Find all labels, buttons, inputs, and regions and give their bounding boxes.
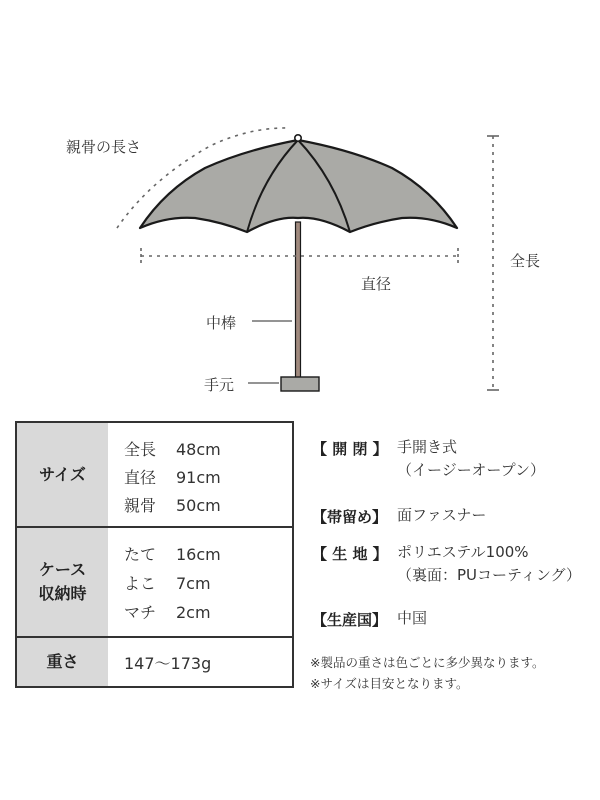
size-header: サイズ (17, 423, 108, 526)
size-rib-length: 親骨 50cm (124, 496, 221, 515)
total-length-label: 全長 (510, 252, 541, 270)
attr-origin-value: 中国 (397, 609, 428, 627)
size-diameter: 直径 91cm (124, 468, 221, 487)
umbrella-canopy (140, 140, 457, 232)
attr-open-close-key: 【 開 閉 】 (312, 440, 388, 458)
shaft-label: 中棒 (206, 314, 237, 332)
note-size: ※サイズは目安となります。 (310, 676, 469, 691)
case-header: ケース 収納時 (17, 528, 108, 636)
attr-strap-key: 【帯留め】 (312, 508, 388, 526)
umbrella-handle (281, 377, 319, 391)
case-width: よこ 7cm (124, 574, 211, 593)
weight-value: 147～173g (124, 654, 212, 673)
note-weight: ※製品の重さは色ごとに多少異なります。 (310, 655, 545, 670)
umbrella-shaft (296, 222, 301, 378)
attr-open-close-value: 手開き式 （イージーオープン） (397, 438, 546, 479)
umbrella-tip (295, 135, 301, 141)
size-row (17, 423, 292, 528)
attr-fabric-value: ポリエステル100% （裏面：PUコーティング） (397, 543, 581, 584)
case-row (17, 528, 292, 638)
attr-strap-value: 面ファスナー (397, 506, 487, 524)
attr-origin-key: 【生産国】 (312, 611, 388, 629)
spec-table (15, 421, 294, 688)
diameter-label: 直径 (361, 275, 392, 293)
attr-fabric-key: 【 生 地 】 (312, 545, 388, 563)
rib-length-label: 親骨の長さ (66, 138, 142, 156)
handle-label: 手元 (204, 376, 235, 394)
size-total-length: 全長 48cm (124, 440, 221, 459)
weight-header: 重さ (17, 638, 108, 686)
weight-row (17, 638, 292, 686)
case-depth: マチ 2cm (124, 603, 211, 622)
case-height: たて 16cm (124, 545, 221, 564)
